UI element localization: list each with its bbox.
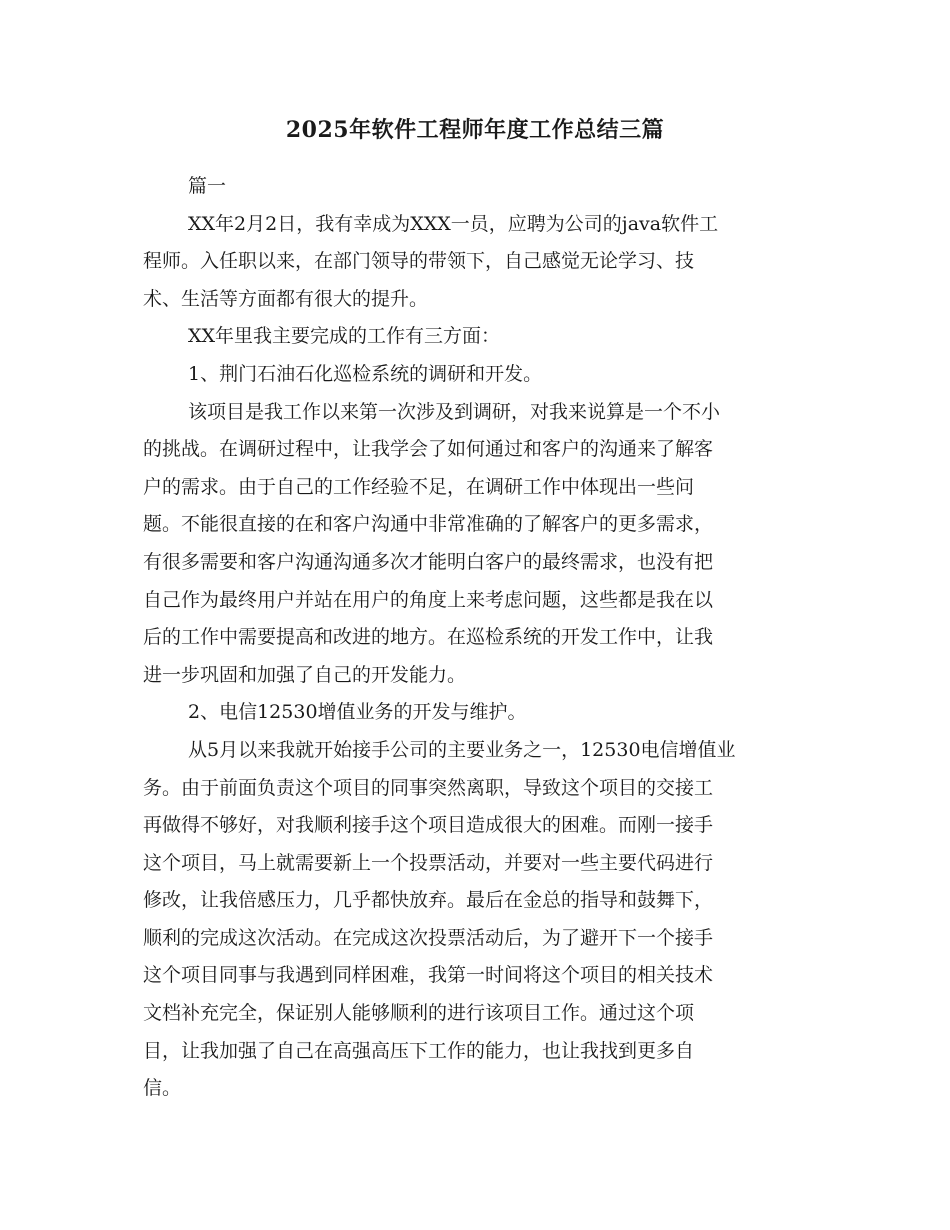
text-line: XX年里我主要完成的工作有三方面： <box>188 325 501 348</box>
text-line: 术、生活等方面都有很大的提升。 <box>143 287 429 310</box>
document-body <box>143 168 813 1108</box>
text-line: 自己作为最终用户并站在用户的角度上来考虑问题，这些都是我在以 <box>143 588 714 611</box>
text-line: 务。由于前面负责这个项目的同事突然离职，导致这个项目的交接工 <box>143 776 714 799</box>
text-line: 这个项目同事与我遇到同样困难，我第一时间将这个项目的相关技术 <box>143 964 714 987</box>
text-line: 后的工作中需要提高和改进的地方。在巡检系统的开发工作中，让我 <box>143 626 714 649</box>
text-line: 进一步巩固和加强了自己的开发能力。 <box>143 663 467 686</box>
text-line: 修改，让我倍感压力，几乎都快放弃。最后在金总的指导和鼓舞下， <box>143 889 714 912</box>
text-line: 从5月以来我就开始接手公司的主要业务之一，12530电信增值业 <box>188 738 736 761</box>
text-line: 目，让我加强了自己在高强高压下工作的能力，也让我找到更多自 <box>143 1039 695 1062</box>
text-line: 篇一 <box>188 175 227 197</box>
text-line: 该项目是我工作以来第一次涉及到调研，对我来说算是一个不小 <box>188 400 721 423</box>
text-line: 再做得不够好，对我顺利接手这个项目造成很大的困难。而刚一接手 <box>143 814 714 837</box>
text-line: 这个项目，马上就需要新上一个投票活动，并要对一些主要代码进行 <box>143 851 714 874</box>
text-line: XX年2月2日，我有幸成为XXX一员，应聘为公司的java软件工 <box>188 212 719 235</box>
text-line: 的挑战。在调研过程中，让我学会了如何通过和客户的沟通来了解客 <box>143 438 714 461</box>
text-line: 题。不能很直接的在和客户沟通中非常准确的了解客户的更多需求， <box>143 513 714 536</box>
document-title: 2025年软件工程师年度工作总结三篇 <box>285 117 665 143</box>
text-line: 户的需求。由于自己的工作经验不足，在调研工作中体现出一些问 <box>143 475 695 498</box>
text-line: 信。 <box>143 1077 182 1100</box>
text-line: 2、电信12530增值业务的开发与维护。 <box>188 701 527 724</box>
text-line: 程师。入任职以来，在部门领导的带领下，自己感觉无论学习、技 <box>143 250 695 273</box>
text-line: 1、荆门石油石化巡检系统的调研和开发。 <box>188 362 543 385</box>
text-line: 有很多需要和客户沟通沟通多次才能明白客户的最终需求，也没有把 <box>143 550 714 573</box>
text-line: 文档补充完全，保证别人能够顺利的进行该项目工作。通过这个项 <box>143 1002 695 1025</box>
text-line: 顺利的完成这次活动。在完成这次投票活动后，为了避开下一个接手 <box>143 926 714 949</box>
